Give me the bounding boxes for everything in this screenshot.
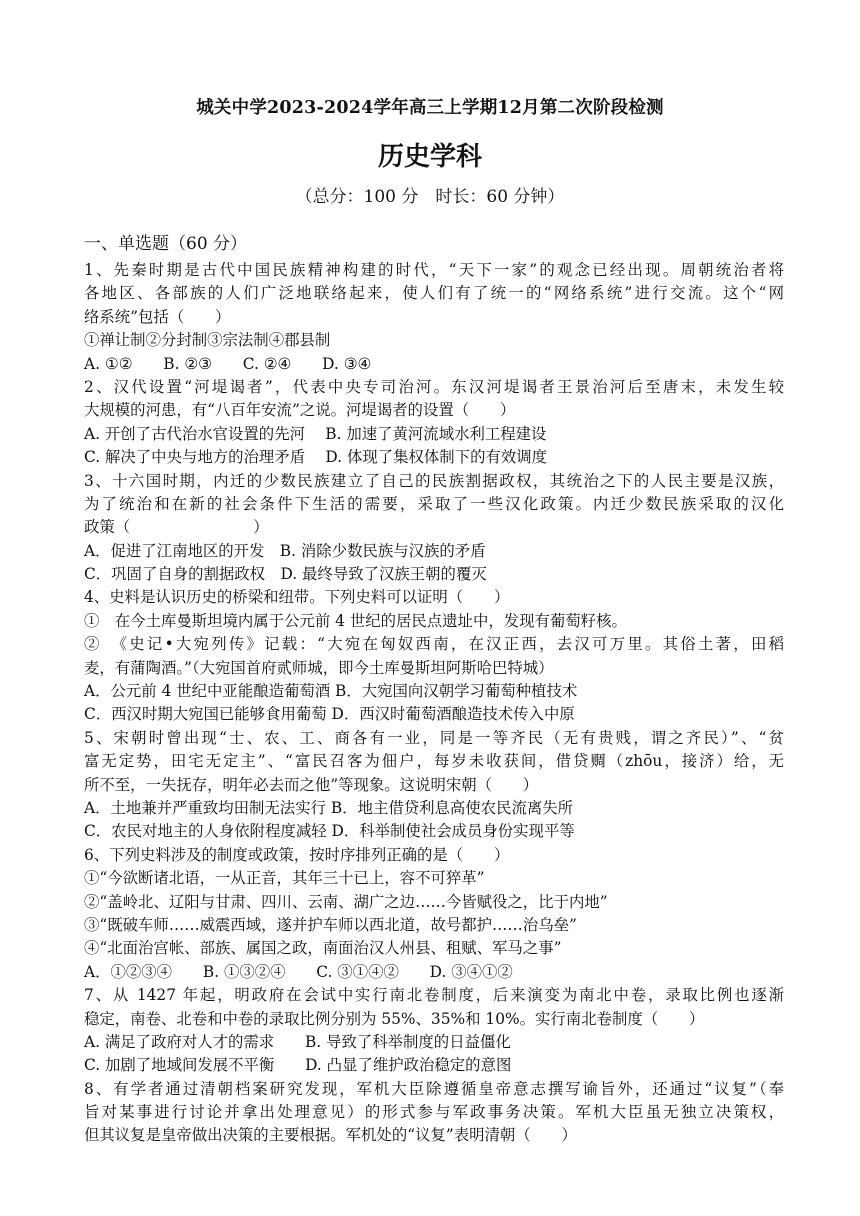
text-line: 富无定势，田宅无定主”、“富民召客为佃户，每岁未收获间，借贷赒（zhōu，接济）给，无 <box>84 752 784 771</box>
text-line: 政策（ ） <box>84 518 269 537</box>
question-body <box>84 259 784 1148</box>
text-line: ① 在今土库曼斯坦境内属于公元前 4 世纪的居民点遗址中，发现有葡萄籽核。 <box>84 611 627 630</box>
text-line: 麦，有蒲陶酒。”（大宛国首府贰师城，即今土库曼斯坦阿斯哈巴特城） <box>84 658 554 677</box>
text-line: 4、史料是认识历史的桥梁和纽带。下列史料可以证明（ ） <box>84 588 510 607</box>
text-line: ② 《史记•大宛列传》记载：“大宛在匈奴西南，在汉正西，去汉可万里。其俗土著，田稻 <box>84 635 784 654</box>
text-line: ①禅让制②分封制③宗法制④郡县制 <box>84 331 331 350</box>
text-line: 6、下列史料涉及的制度或政策，按时序排列正确的是（ ） <box>84 845 510 864</box>
text-line: C．农民对地主的人身依附程度减轻 D．科举制使社会成员身份实现平等 <box>84 822 575 841</box>
text-line: A. 满足了政府对人才的需求 B. 导致了科举制度的日益僵化 <box>84 1032 511 1051</box>
exam-info: （总分：100 分 时长：60 分钟） <box>295 187 565 207</box>
text-line: 旨对某事进行讨论并拿出处理意见）的形式参与军政事务决策。军机大臣虽无独立决策权， <box>84 1103 784 1122</box>
text-line: 所不至，一失抚存，明年必去而之他”等现象。这说明宋朝（ ） <box>84 775 539 794</box>
text-line: 为了统治和在新的社会条件下生活的需要，采取了一些汉化政策。内迁少数民族采取的汉化 <box>84 494 784 513</box>
text-line: C．巩固了自身的割据政权 D. 最终导致了汉族王朝的覆灭 <box>84 565 487 584</box>
text-line: 7、从 1427 年起，明政府在会试中实行南北卷制度，后来演变为南北中卷，录取比例也逐渐 <box>84 986 784 1005</box>
subject-title: 历史学科 <box>377 142 482 172</box>
text-line: 络系统”包括（ ） <box>84 307 231 326</box>
text-line: 稳定，南卷、北卷和中卷的录取比例分别为 55%、35%和 10%。实行南北卷制度（ ） <box>84 1009 705 1028</box>
exam-title: 城关中学2023-2024学年高三上学期12月第二次阶段检测 <box>196 98 664 118</box>
text-line: A．促进了江南地区的开发 B. 消除少数民族与汉族的矛盾 <box>84 541 486 560</box>
text-line: ②“盖岭北、辽阳与甘肃、四川、云南、湖广之边……今皆赋役之，比于内地” <box>84 892 608 911</box>
text-line: 各地区、各部族的人们广泛地联络起来，使人们有了统一的“网络系统”进行交流。这个“网 <box>84 284 784 303</box>
section-heading: 一、单选题（60 分） <box>84 234 248 254</box>
text-line: C. 加剧了地域间发展不平衡 D. 凸显了维护政治稳定的意图 <box>84 1056 512 1075</box>
text-line: 5、宋朝时曾出现“士、农、工、商各有一业，同是一等齐民（无有贵贱，谓之齐民）”、“贫 <box>84 728 784 747</box>
text-line: 但其议复是皇帝做出决策的主要根据。军机处的“议复”表明清朝（ ） <box>84 1126 577 1145</box>
text-line: A．公元前 4 世纪中亚能酿造葡萄酒 B．大宛国向汉朝学习葡萄种植技术 <box>84 682 578 701</box>
text-line: 8、有学者通过清朝档案研究发现，军机大臣除遵循皇帝意志撰写谕旨外，还通过“议复”（奉 <box>84 1079 784 1098</box>
text-line: A．①②③④ B. ①③②④ C. ③①④② D. ③④①② <box>84 962 513 981</box>
text-line: C. 解决了中央与地方的治理矛盾 D. 体现了集权体制下的有效调度 <box>84 448 548 467</box>
text-line: 2、汉代设置“河堤谒者”，代表中央专司治河。东汉河堤谒者王景治河后至唐末，未发生较 <box>84 377 784 396</box>
text-line: A．土地兼并严重致均田制无法实行 B．地主借贷利息高使农民流离失所 <box>84 798 574 817</box>
text-line: C．西汉时期大宛国已能够食用葡萄 D．西汉时葡萄酒酿造技术传入中原 <box>84 705 575 724</box>
text-line: 大规模的河患，有“八百年安流”之说。河堤谒者的设置（ ） <box>84 401 516 420</box>
text-line: ①“今欲断诸北语，一从正音，其年三十已上，容不可猝革” <box>84 869 485 888</box>
text-line: A. ①② B. ②③ C. ②④ D. ③④ <box>84 354 372 373</box>
text-line: A. 开创了古代治水官设置的先河 B. 加速了黄河流域水利工程建设 <box>84 424 547 443</box>
text-line: 1、先秦时期是古代中国民族精神构建的时代，“天下一家”的观念已经出现。周朝统治者将 <box>84 261 784 279</box>
text-line: ④“北面治宫帐、部族、属国之政，南面治汉人州县、租赋、军马之事” <box>84 939 562 958</box>
text-line: ③“既破车师……威震西域，遂并护车师以西北道，故号都护……治乌垒” <box>84 915 577 934</box>
text-line: 3、十六国时期，内迁的少数民族建立了自己的民族割据政权，其统治之下的人民主要是汉族， <box>84 471 784 490</box>
